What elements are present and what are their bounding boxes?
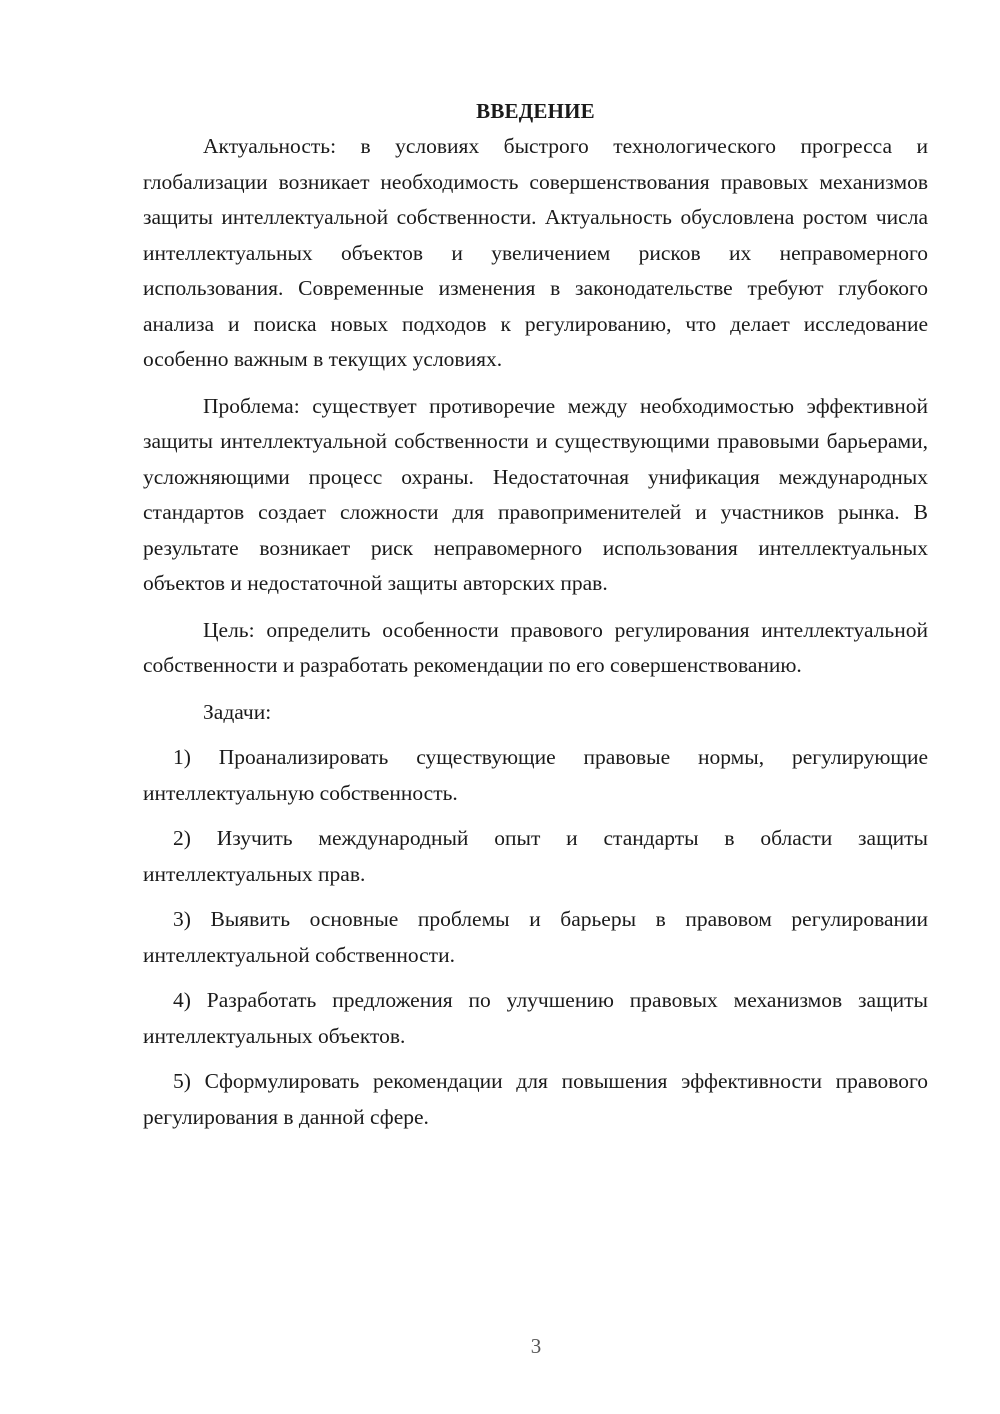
- paragraph-relevance: Актуальность: в условиях быстрого технологического прогресса и глобализации возникает необходимость совершенствования правовых механизмов защиты интеллектуальной собственности. Актуальность обусловлена ростом числа интеллектуальных объектов и увеличением рисков их неправомерного использования. Современные изменения в законодательстве требуют глубокого анализа и поиска новых подходов к регулированию, что делает исследование особенно важным в текущих условиях.: [143, 134, 928, 371]
- task-item-3: 3) Выявить основные проблемы и барьеры в правовом регулировании интеллектуальной собственности.: [143, 907, 928, 967]
- section-title: ВВЕДЕНИЕ: [476, 99, 595, 123]
- task-item-4: 4) Разработать предложения по улучшению правовых механизмов защиты интеллектуальных объектов.: [143, 988, 928, 1048]
- task-item-5: 5) Сформулировать рекомендации для повышения эффективности правового регулирования в данной сфере.: [143, 1069, 928, 1129]
- page-number: 3: [530, 1334, 542, 1358]
- task-item-2: 2) Изучить международный опыт и стандарты в области защиты интеллектуальных прав.: [143, 826, 928, 886]
- document-page: [143, 94, 928, 1145]
- paragraph-problem: Проблема: существует противоречие между необходимостью эффективной защиты интеллектуальной собственности и существующими правовыми барьерами, усложняющими процесс охраны. Недостаточная унификация международных стандартов создает сложности для правоприменителей и участников рынка. В результате возникает риск неправомерного использования интеллектуальных объектов и недостаточной защиты авторских прав.: [143, 393, 928, 595]
- tasks-heading: Задачи:: [203, 699, 272, 724]
- task-item-1: 1) Проанализировать существующие правовые нормы, регулирующие интеллектуальную собственность.: [143, 745, 928, 805]
- paragraph-goal: Цель: определить особенности правового регулирования интеллектуальной собственности и разработать рекомендации по его совершенствованию.: [143, 617, 928, 677]
